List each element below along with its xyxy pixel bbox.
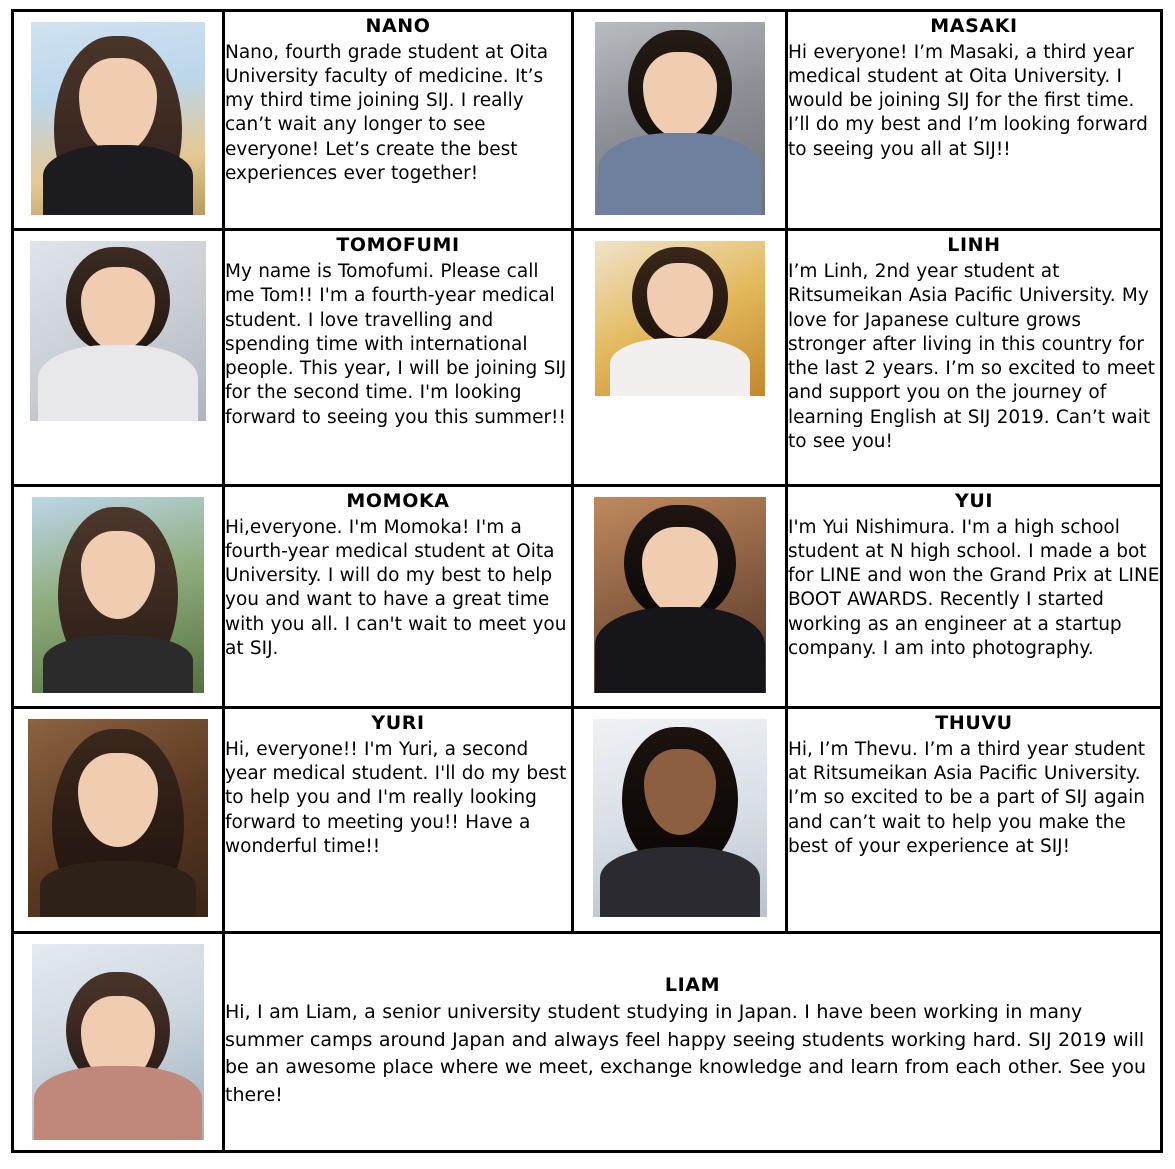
- table-row: [13, 11, 1162, 230]
- person-bio: My name is Tomofumi. Please call me Tom!! I'm a fourth-year medical student. I love travelling and spending time with international people. This year, I will be joining SIJ for the second time. I'm looking forward to seeing you this summer!!: [225, 261, 567, 428]
- avatar: [28, 719, 208, 917]
- momoka-portrait: [32, 497, 204, 693]
- photo-cell-yui: [573, 485, 787, 707]
- table-row: [13, 708, 1162, 932]
- photo-cell-masaki: [573, 11, 787, 230]
- text-cell-yui: [787, 485, 1162, 707]
- photo-cell-liam: [13, 932, 224, 1151]
- photo-cell-linh: [573, 230, 787, 485]
- text-cell-yuri: [224, 708, 573, 932]
- person-bio: Hi, I’m Thevu. I’m a third year student at Ritsumeikan Asia Pacific University. I’m so excited to be a part of SIJ again and can’t wait to help you make the best of your experience at SIJ!: [788, 738, 1146, 857]
- tomofumi-portrait: [30, 241, 206, 421]
- avatar: [32, 497, 204, 693]
- person-bio: Hi, I am Liam, a senior university student studying in Japan. I have been working in many summer camps around Japan and always feel happy seeing students working hard. SIJ 2019 will be an awesome place where we meet, exchange knowledge and learn from each other. See you there!: [225, 1001, 1147, 1106]
- yui-portrait: [594, 497, 766, 693]
- thuvu-portrait: [593, 719, 767, 917]
- liam-portrait: [32, 944, 204, 1140]
- avatar: [593, 719, 767, 917]
- table-row: [13, 485, 1162, 707]
- person-name: LIAM: [664, 973, 721, 996]
- text-cell-nano: [224, 11, 573, 230]
- avatar: [32, 944, 204, 1140]
- photo-cell-thuvu: [573, 708, 787, 932]
- yuri-portrait: [28, 719, 208, 917]
- text-cell-tomofumi: [224, 230, 573, 485]
- avatar: [594, 497, 766, 693]
- masaki-portrait: [595, 22, 765, 215]
- person-name: LINH: [947, 234, 1001, 257]
- person-name: YURI: [371, 712, 425, 735]
- linh-portrait: [595, 241, 765, 396]
- text-cell-linh: [787, 230, 1162, 485]
- avatar: [30, 241, 206, 421]
- person-name: THUVU: [935, 712, 1013, 735]
- person-name: TOMOFUMI: [336, 234, 460, 257]
- person-name: NANO: [365, 15, 431, 37]
- table-row: [13, 932, 1162, 1151]
- person-name: YUI: [954, 489, 994, 512]
- text-cell-masaki: [787, 11, 1162, 230]
- person-bio: Hi,everyone. I'm Momoka! I'm a fourth-year medical student at Oita University. I will do my best to help you and want to have a great time with you all. I can't wait to meet you at SIJ.: [225, 516, 567, 659]
- table-row: [13, 230, 1162, 485]
- nano-portrait: [31, 22, 205, 215]
- person-name: MOMOKA: [346, 489, 450, 512]
- photo-cell-nano: [13, 11, 224, 230]
- profile-table: [11, 9, 1163, 1153]
- person-bio: Hi, everyone!! I'm Yuri, a second year medical student. I'll do my best to help you and I'm really looking forward to meeting you!! Have a wonderful time!!: [225, 738, 567, 857]
- person-bio: Nano, fourth grade student at Oita University faculty of medicine. It’s my third time joining SIJ. I really can’t wait any longer to see everyone! Let’s create the best experiences ever together!: [225, 41, 549, 184]
- avatar: [31, 22, 205, 215]
- person-bio: I’m Linh, 2nd year student at Ritsumeikan Asia Pacific University. My love for Japanese culture grows stronger after living in this country for the last 2 years. I’m so excited to meet and support you on the journey of learning English at SIJ 2019. Can’t wait to see you!: [788, 261, 1155, 452]
- text-cell-momoka: [224, 485, 573, 707]
- avatar: [595, 241, 765, 396]
- person-bio: Hi everyone! I’m Masaki, a third year medical student at Oita University. I would be joining SIJ for the first time. I’ll do my best and I’m looking forward to seeing you all at SIJ!!: [788, 41, 1148, 160]
- photo-cell-yuri: [13, 708, 224, 932]
- person-bio: I'm Yui Nishimura. I'm a high school student at N high school. I made a bot for LINE and won the Grand Prix at LINE BOOT AWARDS. Recently I started working as an engineer at a startup company. I am into photography.: [788, 516, 1160, 659]
- text-cell-thuvu: [787, 708, 1162, 932]
- photo-cell-momoka: [13, 485, 224, 707]
- avatar: [595, 22, 765, 215]
- text-cell-liam: [224, 932, 1162, 1151]
- person-name: MASAKI: [930, 15, 1018, 37]
- photo-cell-tomofumi: [13, 230, 224, 485]
